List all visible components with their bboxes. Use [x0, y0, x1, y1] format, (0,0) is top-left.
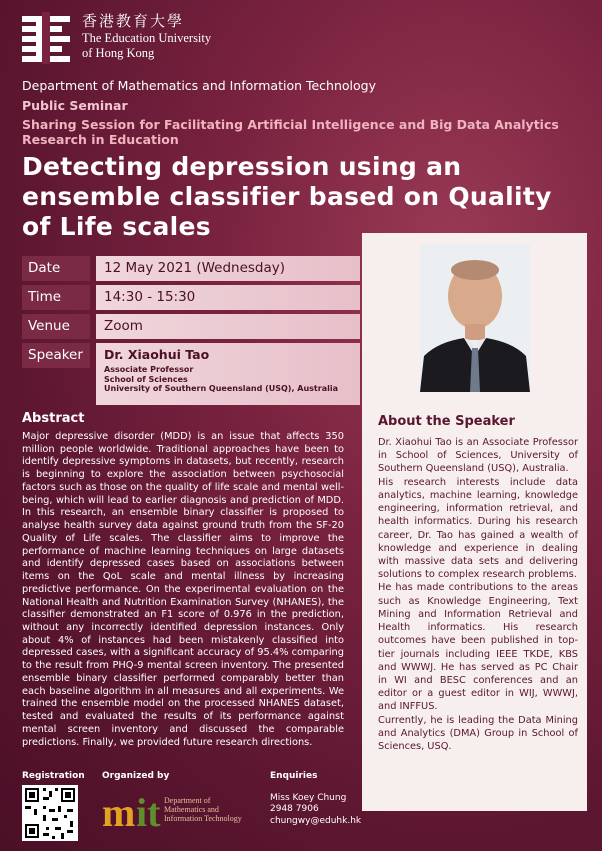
registration-qr-code[interactable]	[22, 785, 78, 841]
speaker-role: Associate Professor	[104, 365, 194, 374]
abstract-heading: Abstract	[22, 411, 85, 426]
about-text	[378, 436, 578, 753]
speaker-label: Speaker	[22, 343, 90, 368]
speaker-photo	[420, 244, 530, 392]
abstract-text: Major depressive disorder (MDD) is an issue that affects 350 million people worldwide. Traditional approaches have been to identify depressive symptoms in datasets, but recently, research is beginning to explore the association between psychosocial factors such as those on the quality of life scale and mental well-being, which will lead to earlier diagnosis and prediction of MDD. In this research, an ensemble binary classifier is proposed to analyse health survey data against ground truth from the SF-20 Quality of Life scales. The classifier aims to improve the performance of machine learning techniques on large datasets and identify depressed cases based on associations between items on the QoL scale and mental illness by increasing predictive performance. On the experimental evaluation on the National Health and Nutrition Examination Survey (NHANES), the classifier demonstrated an F1 score of 0.976 in the prediction, without any incorrectly identified depression instances. Only about 4% of instances had been mistakenly classified into depressed cases, with a significant accuracy of 95.4% comparing to the result from PHQ-9 mental screen inventory. The presented ensemble binary classifier performed comparably better than each baseline algorithm in all measures and all experiments. We trained the ensemble model on the processed NHANES dataset, tested and evaluated the results of its performance against mental screen inventory and discussed the comparable predictions. Finally, we provided future research directions.	[22, 431, 344, 748]
university-name	[82, 14, 211, 60]
time-value: 14:30 - 15:30	[96, 285, 360, 310]
seminar-title: Detecting depression using an ensemble classifier based on Quality of Life scales	[22, 152, 552, 241]
speaker-university: University of Southern Queensland (USQ), Australia	[104, 384, 338, 394]
speaker-name: Dr. Xiaohui Tao	[104, 347, 210, 362]
speaker-school: School of Sciences	[104, 374, 188, 384]
university-name-zh: 香港教育大學	[82, 14, 185, 30]
organizer-line-3: Information Technology	[164, 814, 242, 824]
contact-email[interactable]: chungwy@eduhk.hk	[270, 815, 362, 826]
venue-label: Venue	[22, 314, 90, 339]
organized-by-label: Organized by	[102, 771, 170, 781]
mit-logo-icon	[102, 788, 162, 832]
venue-value: Zoom	[96, 314, 360, 339]
contact-phone: 2948 7906	[270, 804, 319, 815]
date-value: 12 May 2021 (Wednesday)	[96, 256, 360, 281]
about-paragraph-2: His research interests include data analytics, machine learning, knowledge engineering, information retrieval, and health informatics. During his research career, Dr. Tao has gained a wealth of knowledge and experience in dealing with massive data sets and delivering solutions to complex research problems.	[378, 476, 578, 581]
contact-name: Miss Koey Chung	[270, 793, 347, 803]
svg-text:m: m	[102, 790, 136, 832]
series-label: Public Seminar	[22, 98, 128, 113]
about-paragraph-1: Dr. Xiaohui Tao is an Associate Professor in School of Sciences, University of Southern Queensland (USQ), Australia.	[378, 437, 578, 475]
about-heading: About the Speaker	[378, 414, 515, 429]
about-paragraph-4: Currently, he is leading the Data Mining and Analytics (DMA) Group in School of Sciences, USQ.	[378, 714, 578, 753]
organizer-line-2: Mathematics and	[164, 805, 219, 815]
university-name-en-1: The Education University	[82, 31, 212, 46]
about-paragraph-3: He has made contributions to the areas such as Knowledge Engineering, Text Mining and Information Retrieval and Health informatics. His research outcomes have been published in top-tier journals including IEEE TKDE, KBS and WWWJ. He has served as PC Chair in WI and BESC conferences and an editor or a guest editor in WIJ, WWWJ, and INFFUS.	[378, 582, 578, 713]
speaker-info	[96, 343, 360, 405]
enquiries-label: Enquiries	[270, 771, 318, 781]
session-title: Sharing Session for Facilitating Artificial Intelligence and Big Data Analytics Research in Education	[22, 117, 559, 147]
department-name: Department of Mathematics and Information Technology	[22, 78, 377, 93]
university-name-en-2: of Hong Kong	[82, 45, 155, 60]
organizer-line-1: Department of	[164, 796, 211, 805]
time-label: Time	[22, 285, 90, 310]
eduhk-logo-icon	[22, 12, 70, 64]
registration-label: Registration	[22, 771, 85, 781]
date-label: Date	[22, 256, 90, 281]
svg-text:it: it	[136, 790, 161, 832]
organizer-name	[164, 796, 264, 824]
enquiries-contact	[270, 793, 361, 827]
